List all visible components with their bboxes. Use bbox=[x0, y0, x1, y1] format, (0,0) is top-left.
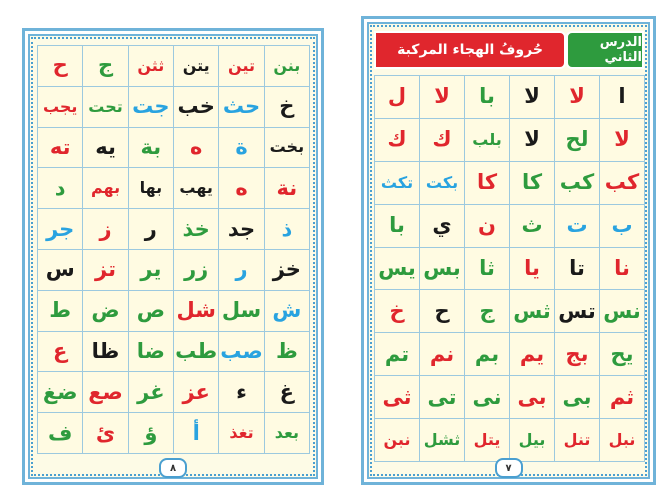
letter-cell: كا bbox=[464, 162, 509, 205]
letter-cell: جر bbox=[37, 209, 82, 250]
letter-cell: ك bbox=[374, 119, 419, 162]
letter-cell: خ bbox=[374, 290, 419, 333]
letter-cell: زر bbox=[173, 250, 218, 291]
letter-cell: جد bbox=[218, 209, 263, 250]
letter-cell: ثى bbox=[374, 376, 419, 419]
letter-cell: نة bbox=[264, 168, 309, 209]
letter-cell: خز bbox=[264, 250, 309, 291]
letter-cell: أ bbox=[173, 413, 218, 454]
letter-cell: ظا bbox=[82, 332, 127, 373]
letter-cell: ل bbox=[374, 76, 419, 119]
letter-cell: تنل bbox=[554, 419, 599, 462]
letter-cell: بكت bbox=[419, 162, 464, 205]
letter-cell: يهب bbox=[173, 168, 218, 209]
letter-cell: ط bbox=[37, 291, 82, 332]
letter-cell: نا bbox=[599, 248, 644, 291]
letter-cell: لا bbox=[599, 119, 644, 162]
letter-cell: خب bbox=[173, 87, 218, 128]
letter-cell: بهم bbox=[82, 168, 127, 209]
letter-cell: بة bbox=[128, 128, 173, 169]
letter-cell: تز bbox=[82, 250, 127, 291]
letter-grid-right bbox=[374, 75, 645, 462]
letter-cell: ثثن bbox=[128, 46, 173, 87]
letter-cell: ت bbox=[554, 205, 599, 248]
letter-cell: صب bbox=[218, 332, 263, 373]
letter-cell: ر bbox=[218, 250, 263, 291]
letter-cell: تم bbox=[374, 333, 419, 376]
letter-cell: بعد bbox=[264, 413, 309, 454]
letter-cell: يه bbox=[82, 128, 127, 169]
letter-cell: بنن bbox=[264, 46, 309, 87]
letter-cell: ج bbox=[82, 46, 127, 87]
letter-cell: ث bbox=[509, 205, 554, 248]
letter-cell: لا bbox=[419, 76, 464, 119]
letter-cell: ي bbox=[419, 205, 464, 248]
letter-cell: ثس bbox=[509, 290, 554, 333]
letter-cell: حث bbox=[218, 87, 263, 128]
letter-grid-left bbox=[37, 45, 310, 454]
letter-cell: ب bbox=[599, 205, 644, 248]
letter-cell: يتن bbox=[173, 46, 218, 87]
letter-cell: ش bbox=[264, 291, 309, 332]
letter-cell: بى bbox=[509, 376, 554, 419]
lesson-header bbox=[374, 31, 644, 69]
letter-cell: تى bbox=[419, 376, 464, 419]
letter-cell: س bbox=[37, 250, 82, 291]
letter-cell: تين bbox=[218, 46, 263, 87]
left-page bbox=[22, 28, 324, 485]
letter-cell: ز bbox=[82, 209, 127, 250]
letter-cell: سل bbox=[218, 291, 263, 332]
letter-cell: ته bbox=[37, 128, 82, 169]
letter-cell: ثم bbox=[599, 376, 644, 419]
letter-cell: يح bbox=[599, 333, 644, 376]
letter-cell: ض bbox=[82, 291, 127, 332]
letter-cell: ر bbox=[128, 209, 173, 250]
letter-cell: بخت bbox=[264, 128, 309, 169]
right-page bbox=[361, 16, 656, 485]
letter-cell: ا bbox=[599, 76, 644, 119]
letter-cell: يم bbox=[509, 333, 554, 376]
letter-cell: ة bbox=[218, 128, 263, 169]
letter-cell: ف bbox=[37, 413, 82, 454]
letter-cell: بج bbox=[554, 333, 599, 376]
letter-cell: ه bbox=[218, 168, 263, 209]
letter-cell: ثا bbox=[464, 248, 509, 291]
letter-cell: بها bbox=[128, 168, 173, 209]
letter-cell: ذ bbox=[264, 209, 309, 250]
letter-cell: كب bbox=[599, 162, 644, 205]
letter-cell: يس bbox=[374, 248, 419, 291]
letter-cell: طب bbox=[173, 332, 218, 373]
letter-cell: ح bbox=[37, 46, 82, 87]
letter-cell: عز bbox=[173, 372, 218, 413]
letter-cell: خ bbox=[264, 87, 309, 128]
letter-cell: كا bbox=[509, 162, 554, 205]
letter-cell: يتل bbox=[464, 419, 509, 462]
letter-cell: با bbox=[464, 76, 509, 119]
letter-cell: بيل bbox=[509, 419, 554, 462]
letter-cell: ظ bbox=[264, 332, 309, 373]
letter-cell: ء bbox=[218, 372, 263, 413]
letter-cell: ج bbox=[464, 290, 509, 333]
letter-cell: تا bbox=[554, 248, 599, 291]
letter-cell: تغذ bbox=[218, 413, 263, 454]
letter-cell: نبن bbox=[374, 419, 419, 462]
letter-cell: صع bbox=[82, 372, 127, 413]
letter-cell: تس bbox=[554, 290, 599, 333]
letter-cell: ح bbox=[419, 290, 464, 333]
letter-cell: ك bbox=[419, 119, 464, 162]
letter-cell: ص bbox=[128, 291, 173, 332]
letter-cell: نى bbox=[464, 376, 509, 419]
letter-cell: خذ bbox=[173, 209, 218, 250]
letter-cell: كب bbox=[554, 162, 599, 205]
letter-cell: شل bbox=[173, 291, 218, 332]
letter-cell: تحت bbox=[82, 87, 127, 128]
letter-cell: يجب bbox=[37, 87, 82, 128]
letter-cell: لا bbox=[509, 119, 554, 162]
letter-cell: با bbox=[374, 205, 419, 248]
letter-cell: بلب bbox=[464, 119, 509, 162]
letter-cell: ؤ bbox=[128, 413, 173, 454]
letter-cell: تكث bbox=[374, 162, 419, 205]
letter-cell: غر bbox=[128, 372, 173, 413]
lesson-label: الدرس الثاني bbox=[566, 31, 644, 69]
page-number: ٧ bbox=[495, 458, 523, 478]
letter-cell: ه bbox=[173, 128, 218, 169]
letter-cell: ضا bbox=[128, 332, 173, 373]
letter-cell: لح bbox=[554, 119, 599, 162]
letter-cell: بس bbox=[419, 248, 464, 291]
letter-cell: نبل bbox=[599, 419, 644, 462]
letter-cell: د bbox=[37, 168, 82, 209]
letter-cell: ثشل bbox=[419, 419, 464, 462]
letter-cell: ضغ bbox=[37, 372, 82, 413]
page-number: ٨ bbox=[159, 458, 187, 478]
letter-cell: ن bbox=[464, 205, 509, 248]
letter-cell: يا bbox=[509, 248, 554, 291]
letter-cell: غ bbox=[264, 372, 309, 413]
letter-cell: جت bbox=[128, 87, 173, 128]
letter-cell: نس bbox=[599, 290, 644, 333]
letter-cell: ير bbox=[128, 250, 173, 291]
letter-cell: ئ bbox=[82, 413, 127, 454]
letter-cell: لا bbox=[554, 76, 599, 119]
letter-cell: بم bbox=[464, 333, 509, 376]
letter-cell: نم bbox=[419, 333, 464, 376]
letter-cell: لا bbox=[509, 76, 554, 119]
letter-cell: بى bbox=[554, 376, 599, 419]
lesson-title: حُروفُ الهجاء المركبة bbox=[374, 31, 566, 69]
letter-cell: ع bbox=[37, 332, 82, 373]
